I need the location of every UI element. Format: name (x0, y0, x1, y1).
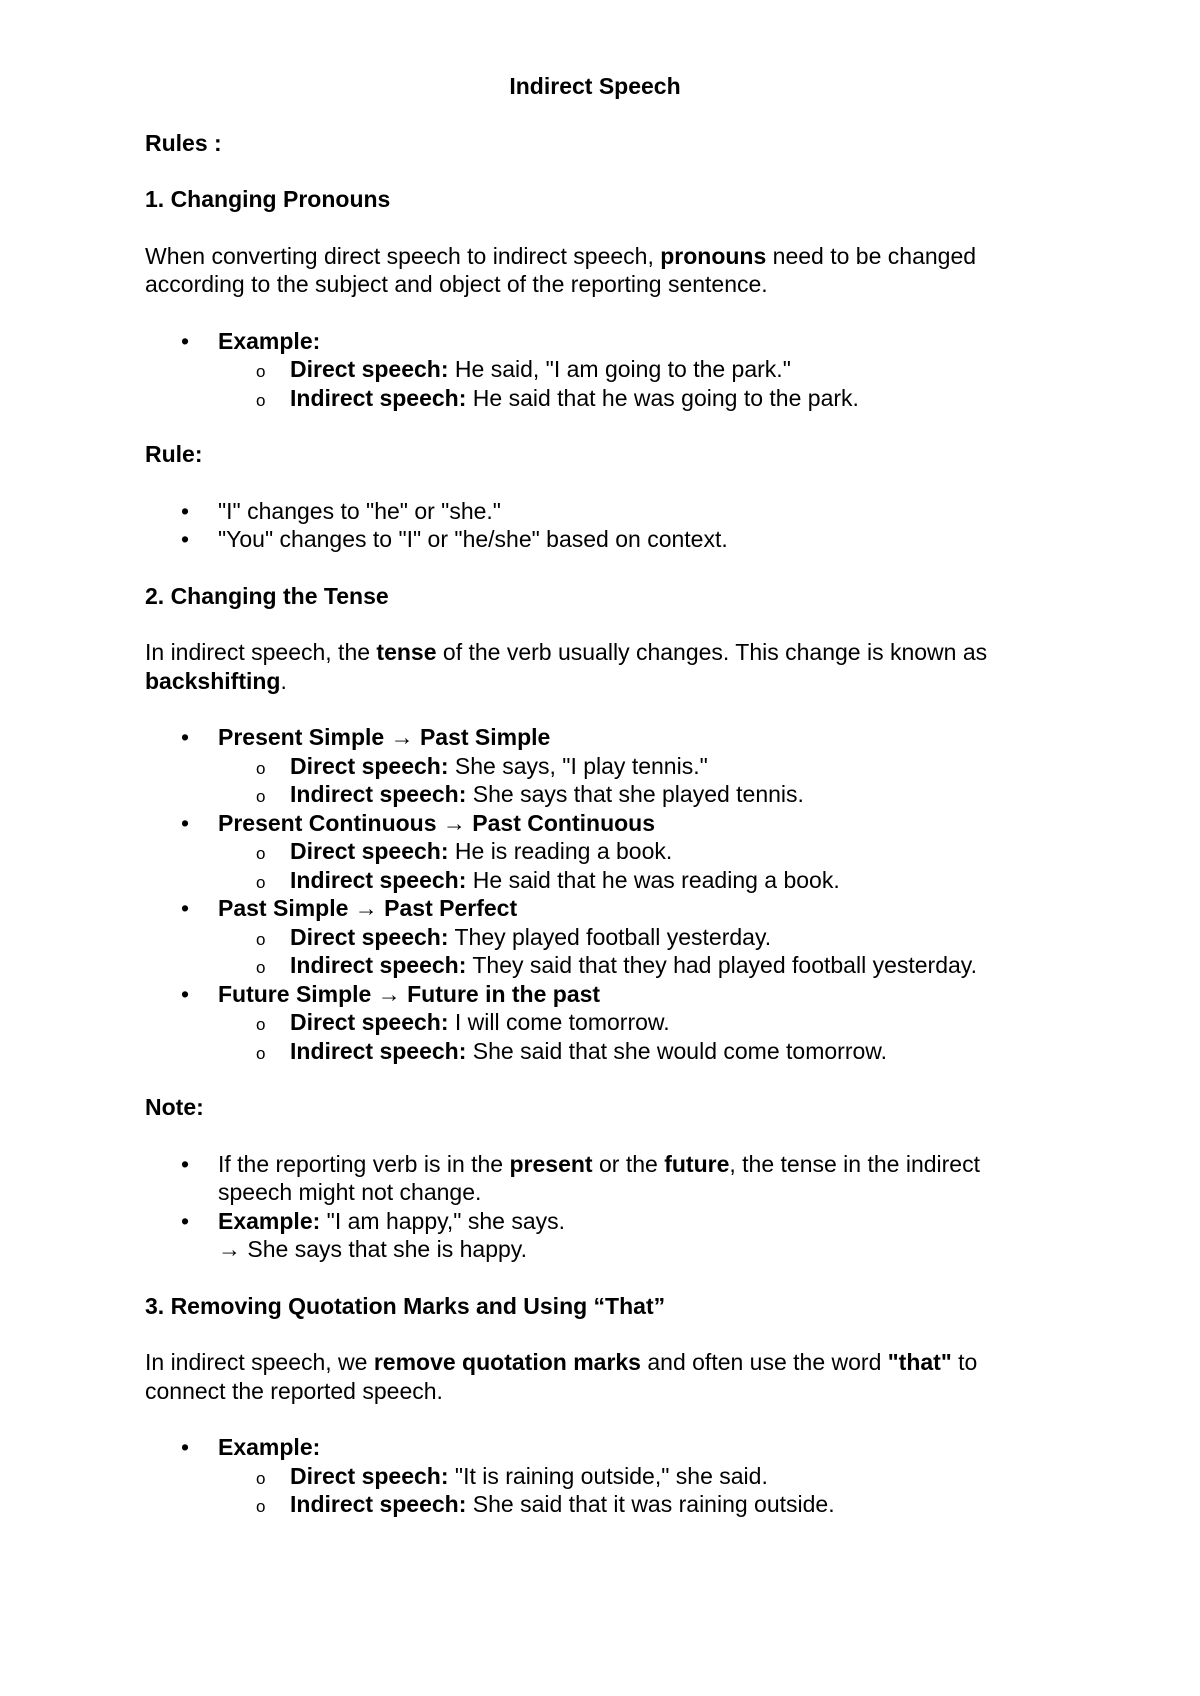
bold-run: "that" (887, 1349, 952, 1375)
list-item (145, 894, 1045, 980)
sub-list (218, 1462, 1045, 1519)
list-item: • "I" changes to "he" or "she." (145, 497, 1045, 526)
tense-list (145, 723, 1045, 1065)
indirect-speech-label: Indirect speech: (290, 866, 467, 893)
direct-speech-label: Direct speech: (290, 1009, 449, 1035)
text-run: . (280, 667, 287, 694)
section-3-paragraph (145, 1348, 1045, 1405)
direct-speech-text: She says, "I play tennis." (448, 752, 708, 779)
list-item (145, 980, 1045, 1066)
document-body (145, 72, 1045, 1547)
sub-list (218, 1008, 1045, 1065)
indirect-speech-label: Indirect speech: (290, 384, 467, 411)
section-2-paragraph (145, 638, 1045, 695)
indirect-speech-label: Indirect speech: (290, 952, 467, 978)
bold-run: remove quotation marks (373, 1349, 641, 1375)
section-3-heading: 3. Removing Quotation Marks and Using “That” (145, 1292, 666, 1319)
sub-list (218, 923, 1045, 980)
bold-run: pronouns (660, 242, 767, 269)
text-run: → She says that she is happy. (218, 1236, 527, 1262)
section-1-example-list (145, 327, 1045, 413)
indirect-speech-text: They said that they had played football yesterday. (466, 952, 977, 978)
direct-speech-label: Direct speech: (290, 1462, 449, 1489)
section-1-heading: 1. Changing Pronouns (145, 186, 391, 212)
list-item (145, 1207, 1045, 1264)
text-run: In indirect speech, the (145, 639, 377, 665)
direct-speech-text: He is reading a book. (448, 838, 673, 864)
sub-list-item (145, 1008, 1045, 1037)
indirect-speech-text: She said that it was raining outside. (466, 1491, 835, 1517)
tense-rule-title: Future Simple → Future in the past (218, 980, 601, 1007)
note-list (145, 1150, 1045, 1264)
bold-run: present (509, 1150, 593, 1177)
example-label: Example: (218, 1434, 321, 1460)
text-run: need to be changed according to the subject and object of the reporting sentence. (145, 242, 977, 297)
direct-speech-label: Direct speech: (290, 838, 449, 864)
sub-list-item (145, 1462, 1045, 1491)
list-item (145, 723, 1045, 809)
text-run: When converting direct speech to indirect speech, (145, 242, 661, 269)
direct-speech-label: Direct speech: (290, 356, 449, 382)
direct-speech-text: He said, "I am going to the park." (448, 356, 791, 382)
list-item (145, 327, 1045, 413)
bold-run: tense (376, 639, 437, 665)
list-item (145, 809, 1045, 895)
indirect-speech-label: Indirect speech: (290, 1037, 467, 1064)
list-item: • "You" changes to "I" or "he/she" based on context. (145, 525, 1045, 554)
example-label: Example: (218, 327, 321, 354)
direct-speech-label: Direct speech: (290, 923, 449, 950)
sub-list-item (145, 837, 1045, 866)
sub-list-item (145, 780, 1045, 809)
indirect-speech-text: He said that he was reading a book. (466, 866, 840, 893)
sub-list-item (145, 1490, 1045, 1519)
section-2-heading: 2. Changing the Tense (145, 582, 389, 609)
section-1-paragraph (145, 242, 1045, 299)
text-run: or the (592, 1150, 665, 1177)
direct-speech-text: "It is raining outside," she said. (448, 1462, 768, 1489)
sub-list (218, 752, 1045, 809)
tense-rule-title: Present Continuous → Past Continuous (218, 809, 656, 836)
text-run: to connect the reported speech. (145, 1349, 978, 1404)
sub-list (218, 355, 1045, 412)
example-label: Example: (218, 1207, 321, 1234)
rules-heading: Rules : (145, 129, 222, 156)
indirect-speech-text: She said that she would come tomorrow. (466, 1037, 887, 1064)
tense-rule-title: Present Simple → Past Simple (218, 724, 551, 750)
sub-list-item (145, 923, 1045, 952)
rule-heading: Rule: (145, 441, 203, 467)
sub-list-item (145, 355, 1045, 384)
sub-list-item (145, 752, 1045, 781)
text-run: "I am happy," she says. (320, 1207, 565, 1234)
indirect-speech-label: Indirect speech: (290, 781, 467, 807)
text-run: If the reporting verb is in the (218, 1150, 510, 1177)
list-item (145, 1150, 1045, 1207)
text-run: , the tense in the indirect speech might not change. (218, 1150, 980, 1205)
bold-run: backshifting (145, 667, 281, 694)
sub-list-item (145, 951, 1045, 980)
sub-list-item (145, 866, 1045, 895)
note-heading: Note: (145, 1094, 204, 1120)
tense-rule-title: Past Simple → Past Perfect (218, 895, 518, 921)
text-run: In indirect speech, we (145, 1349, 374, 1375)
rule-list (145, 497, 1045, 554)
text-run: of the verb usually changes. This change is known as (436, 639, 988, 665)
indirect-speech-text: He said that he was going to the park. (466, 384, 859, 411)
direct-speech-text: They played football yesterday. (448, 923, 772, 950)
sub-list (218, 837, 1045, 894)
page-title: Indirect Speech (509, 73, 681, 99)
indirect-speech-text: She says that she played tennis. (466, 781, 804, 807)
section-3-example-list (145, 1433, 1045, 1519)
bold-run: future (664, 1150, 730, 1177)
direct-speech-text: I will come tomorrow. (448, 1009, 670, 1035)
direct-speech-label: Direct speech: (290, 752, 449, 779)
list-item (145, 1433, 1045, 1519)
indirect-speech-label: Indirect speech: (290, 1491, 467, 1517)
sub-list-item (145, 384, 1045, 413)
sub-list-item (145, 1037, 1045, 1066)
text-run: and often use the word (640, 1349, 888, 1375)
